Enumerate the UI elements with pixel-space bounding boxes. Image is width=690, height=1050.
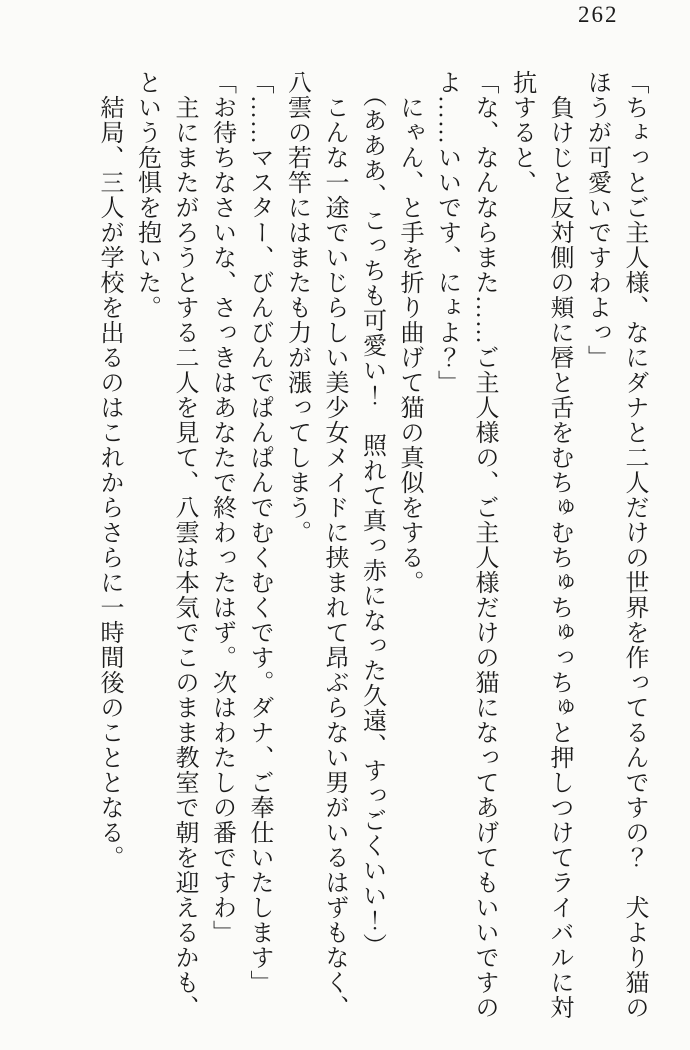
text-line-7: にゃん、と手を折り曲げて猫の真似をする。 bbox=[396, 70, 422, 595]
text-line-2: ほうが可愛いですわよっ」 bbox=[583, 70, 610, 370]
text-line-11: 「……マスター、びんびんでぱんぱんでむくむくです。ダナ、ご奉仕いたします」 bbox=[246, 70, 272, 995]
text-line-1: 「ちょっとご主人様、なにダナと二人だけの世界を作ってるんですの？ 犬より猫の bbox=[621, 70, 647, 1020]
text-line-6: よ……いいです、にょよ？」 bbox=[433, 70, 460, 395]
text-line-9: こんな一途でいじらしい美少女メイドに挟まれて昂ぶらない男がいるはずもなく、 bbox=[321, 70, 347, 1020]
text-block bbox=[86, 70, 652, 1022]
text-line-4: 抗すると、 bbox=[508, 70, 535, 195]
page-number: 262 bbox=[578, 2, 619, 27]
text-line-15: 結局、三人が学校を出るのはこれからさらに一時間後のこととなる。 bbox=[96, 70, 122, 870]
text-line-8: （あああ、こっちも可愛い！ 照れて真っ赤になった久遠、すっごくいい！） bbox=[358, 70, 385, 958]
text-line-10: 八雲の若竿にはまたも力が漲ってしまう。 bbox=[283, 70, 310, 545]
text-line-13: 主にまたがろうとする二人を見て、八雲は本気でこのまま教室で朝を迎えるかも、 bbox=[171, 70, 197, 1020]
text-line-14: という危惧を抱いた。 bbox=[133, 70, 160, 320]
text-line-12: 「お待ちなさいな、さっきはあなたで終わったはず。次はわたしの番ですわ」 bbox=[208, 70, 235, 945]
text-line-5: 「な、なんならまた……ご主人様の、ご主人様だけの猫になってあげてもいいですの bbox=[471, 70, 497, 1020]
text-line-3: 負けじと反対側の頬に唇と舌をむちゅむちゅちゅっちゅと押しつけてライバルに対 bbox=[546, 70, 572, 1020]
